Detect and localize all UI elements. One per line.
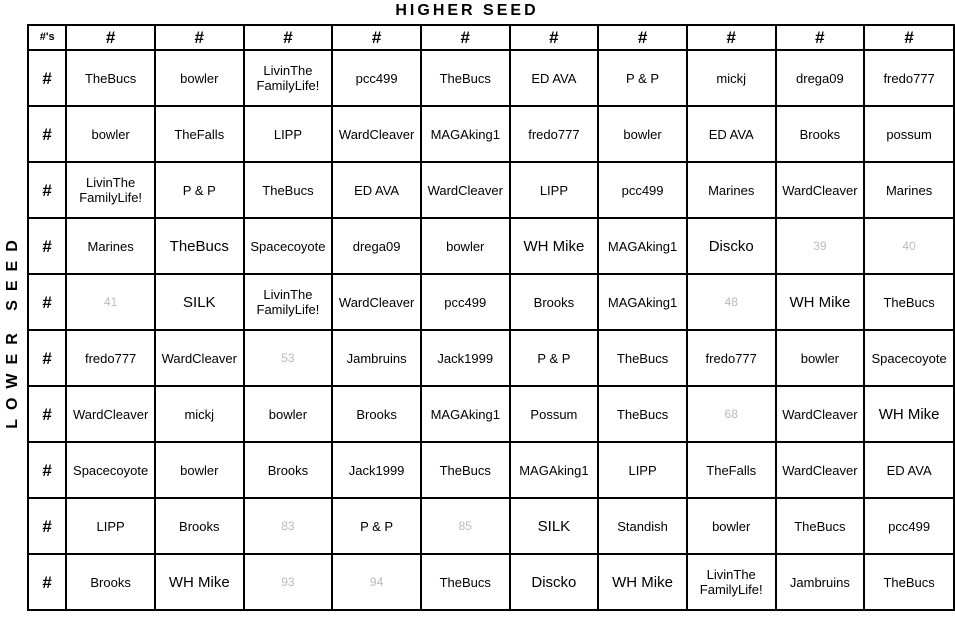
- grid-square[interactable]: WH Mike: [510, 218, 599, 274]
- grid-square[interactable]: LivinThe FamilyLife!: [244, 50, 333, 106]
- grid-square[interactable]: bowler: [598, 106, 687, 162]
- grid-square[interactable]: P & P: [598, 50, 687, 106]
- grid-row: [28, 498, 954, 554]
- row-header: #: [28, 274, 66, 330]
- column-header: #: [244, 25, 333, 50]
- row-header: #: [28, 386, 66, 442]
- row-header: #: [28, 162, 66, 218]
- grid-square[interactable]: 41: [66, 274, 155, 330]
- grid-square[interactable]: TheBucs: [421, 50, 510, 106]
- grid-row: [28, 106, 954, 162]
- grid-square[interactable]: MAGAking1: [598, 218, 687, 274]
- grid-square[interactable]: fredo777: [510, 106, 599, 162]
- grid-square[interactable]: 48: [687, 274, 776, 330]
- row-header: #: [28, 498, 66, 554]
- grid-square[interactable]: fredo777: [66, 330, 155, 386]
- grid-square[interactable]: Brooks: [155, 498, 244, 554]
- grid-square[interactable]: MAGAking1: [421, 106, 510, 162]
- grid-square[interactable]: TheBucs: [244, 162, 333, 218]
- column-header: #: [66, 25, 155, 50]
- grid-square[interactable]: ED AVA: [332, 162, 421, 218]
- corner-label: #'s: [28, 25, 66, 50]
- grid-square[interactable]: drega09: [776, 50, 865, 106]
- grid-square[interactable]: bowler: [66, 106, 155, 162]
- column-header: #: [332, 25, 421, 50]
- grid-square[interactable]: pcc499: [864, 498, 954, 554]
- grid-square[interactable]: bowler: [776, 330, 865, 386]
- grid-row: [28, 442, 954, 498]
- grid-square[interactable]: TheBucs: [66, 50, 155, 106]
- grid-square[interactable]: MAGAking1: [421, 386, 510, 442]
- column-header: #: [155, 25, 244, 50]
- grid-square[interactable]: TheBucs: [155, 218, 244, 274]
- grid-square[interactable]: bowler: [687, 498, 776, 554]
- grid-square[interactable]: 39: [776, 218, 865, 274]
- grid-square[interactable]: Standish: [598, 498, 687, 554]
- grid-square[interactable]: LIPP: [66, 498, 155, 554]
- grid-square[interactable]: TheFalls: [155, 106, 244, 162]
- grid-square[interactable]: Discko: [687, 218, 776, 274]
- squares-grid: [27, 24, 955, 611]
- grid-square[interactable]: Marines: [864, 162, 954, 218]
- grid-square[interactable]: P & P: [510, 330, 599, 386]
- grid-square[interactable]: Spacecoyote: [244, 218, 333, 274]
- grid-square[interactable]: WardCleaver: [332, 274, 421, 330]
- grid-square[interactable]: Brooks: [510, 274, 599, 330]
- row-header: #: [28, 442, 66, 498]
- grid-square[interactable]: bowler: [155, 50, 244, 106]
- grid-square[interactable]: WardCleaver: [776, 162, 865, 218]
- grid-square[interactable]: Spacecoyote: [66, 442, 155, 498]
- lower-seed-title: LOWER SEED: [4, 231, 21, 429]
- grid-square[interactable]: TheBucs: [598, 330, 687, 386]
- grid-square[interactable]: WardCleaver: [155, 330, 244, 386]
- row-header: #: [28, 554, 66, 610]
- grid-square[interactable]: bowler: [421, 218, 510, 274]
- grid-square[interactable]: WH Mike: [864, 386, 954, 442]
- grid-row: [28, 386, 954, 442]
- grid-square[interactable]: 53: [244, 330, 333, 386]
- row-header: #: [28, 106, 66, 162]
- grid-square[interactable]: fredo777: [864, 50, 954, 106]
- grid-square[interactable]: MAGAking1: [598, 274, 687, 330]
- grid-square[interactable]: ED AVA: [864, 442, 954, 498]
- grid-square[interactable]: pcc499: [421, 274, 510, 330]
- row-header: #: [28, 218, 66, 274]
- grid-square[interactable]: TheBucs: [776, 498, 865, 554]
- grid-square[interactable]: 85: [421, 498, 510, 554]
- grid-square[interactable]: WardCleaver: [776, 386, 865, 442]
- column-header: #: [421, 25, 510, 50]
- grid-square[interactable]: Brooks: [244, 442, 333, 498]
- header-row: [28, 25, 954, 50]
- higher-seed-title: HIGHER SEED: [395, 2, 539, 19]
- column-header: #: [776, 25, 865, 50]
- grid-square[interactable]: pcc499: [598, 162, 687, 218]
- grid-square[interactable]: bowler: [155, 442, 244, 498]
- grid-square[interactable]: LIPP: [598, 442, 687, 498]
- grid-square[interactable]: LivinThe FamilyLife!: [687, 554, 776, 610]
- grid-square[interactable]: WardCleaver: [66, 386, 155, 442]
- grid-square[interactable]: Jack1999: [421, 330, 510, 386]
- grid-square[interactable]: bowler: [244, 386, 333, 442]
- grid-square[interactable]: LIPP: [244, 106, 333, 162]
- grid-square[interactable]: WardCleaver: [776, 442, 865, 498]
- grid-square[interactable]: Discko: [510, 554, 599, 610]
- grid-square[interactable]: possum: [864, 106, 954, 162]
- grid-square[interactable]: TheBucs: [864, 274, 954, 330]
- grid-square[interactable]: MAGAking1: [510, 442, 599, 498]
- grid-square[interactable]: drega09: [332, 218, 421, 274]
- grid-square[interactable]: TheBucs: [864, 554, 954, 610]
- grid-square[interactable]: LivinThe FamilyLife!: [244, 274, 333, 330]
- grid-square[interactable]: WardCleaver: [332, 106, 421, 162]
- grid-square[interactable]: LIPP: [510, 162, 599, 218]
- grid-row: [28, 554, 954, 610]
- grid-row: [28, 218, 954, 274]
- grid-square[interactable]: 40: [864, 218, 954, 274]
- grid-square[interactable]: SILK: [510, 498, 599, 554]
- grid-square[interactable]: Brooks: [776, 106, 865, 162]
- grid-square[interactable]: ED AVA: [687, 106, 776, 162]
- grid-square[interactable]: 94: [332, 554, 421, 610]
- grid-square[interactable]: TheBucs: [421, 554, 510, 610]
- grid-square[interactable]: fredo777: [687, 330, 776, 386]
- grid-square[interactable]: mickj: [155, 386, 244, 442]
- grid-square[interactable]: Spacecoyote: [864, 330, 954, 386]
- grid-square[interactable]: Brooks: [332, 386, 421, 442]
- grid-row: [28, 330, 954, 386]
- column-header: #: [598, 25, 687, 50]
- grid-square[interactable]: ED AVA: [510, 50, 599, 106]
- grid-square[interactable]: LivinThe FamilyLife!: [66, 162, 155, 218]
- grid-square[interactable]: WH Mike: [155, 554, 244, 610]
- grid-square[interactable]: P & P: [332, 498, 421, 554]
- grid-square[interactable]: mickj: [687, 50, 776, 106]
- grid-square[interactable]: Jambruins: [332, 330, 421, 386]
- grid-square[interactable]: SILK: [155, 274, 244, 330]
- grid-square[interactable]: Jambruins: [776, 554, 865, 610]
- grid-square[interactable]: TheBucs: [598, 386, 687, 442]
- column-header: #: [510, 25, 599, 50]
- grid-square[interactable]: P & P: [155, 162, 244, 218]
- grid-square[interactable]: pcc499: [332, 50, 421, 106]
- grid-square[interactable]: 68: [687, 386, 776, 442]
- grid-square[interactable]: TheFalls: [687, 442, 776, 498]
- grid-square[interactable]: WH Mike: [776, 274, 865, 330]
- grid-square[interactable]: TheBucs: [421, 442, 510, 498]
- column-header: #: [864, 25, 954, 50]
- column-header: #: [687, 25, 776, 50]
- grid-square[interactable]: WardCleaver: [421, 162, 510, 218]
- grid-square[interactable]: WH Mike: [598, 554, 687, 610]
- grid-row: [28, 162, 954, 218]
- grid-square[interactable]: Jack1999: [332, 442, 421, 498]
- row-header: #: [28, 330, 66, 386]
- grid-row: [28, 50, 954, 106]
- grid-square[interactable]: Possum: [510, 386, 599, 442]
- grid-square[interactable]: Marines: [66, 218, 155, 274]
- grid-row: [28, 274, 954, 330]
- row-header: #: [28, 50, 66, 106]
- grid-square[interactable]: 93: [244, 554, 333, 610]
- grid-square[interactable]: Brooks: [66, 554, 155, 610]
- grid-square[interactable]: 83: [244, 498, 333, 554]
- grid-square[interactable]: Marines: [687, 162, 776, 218]
